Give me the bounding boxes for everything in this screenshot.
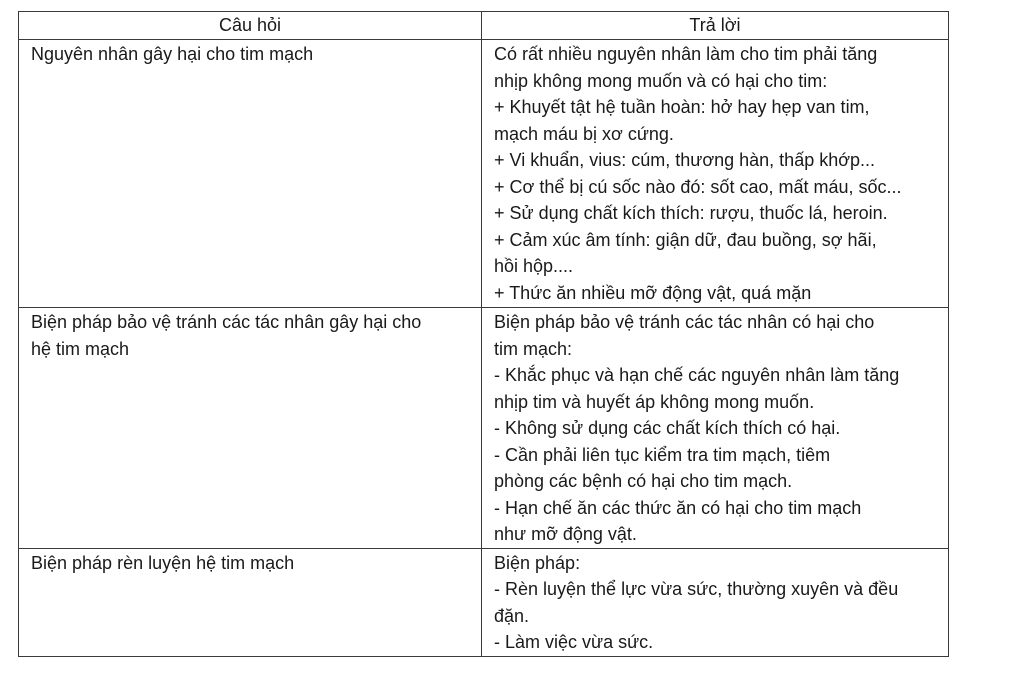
answer-line: - Rèn luyện thể lực vừa sức, thường xuyên và đều	[494, 579, 899, 599]
answer-line: tim mạch:	[494, 338, 573, 359]
answer-line: hồi hộp....	[494, 256, 574, 276]
header-answer: Trả lời	[482, 12, 949, 40]
answer-line: - Hạn chế ăn các thức ăn có hại cho tim mạch	[494, 497, 862, 518]
answer-line: - Cần phải liên tục kiểm tra tim mạch, tiêm	[494, 444, 831, 465]
answer-line: mạch máu bị xơ cứng.	[494, 123, 674, 144]
question-cell	[19, 548, 482, 656]
answer-line: + Cơ thể bị cú sốc nào đó: sốt cao, mất máu, sốc...	[494, 176, 902, 197]
table-row	[19, 40, 949, 308]
answer-cell	[482, 548, 949, 656]
answer-line: - Làm việc vừa sức.	[494, 632, 654, 652]
answer-cell	[482, 40, 949, 308]
answer-line: Có rất nhiều nguyên nhân làm cho tim phải tăng	[494, 44, 878, 64]
answer-line: phòng các bệnh có hại cho tim mạch.	[494, 471, 793, 491]
qa-table	[18, 11, 949, 657]
answer-line: nhịp không mong muốn và có hại cho tim:	[494, 70, 828, 91]
question-line: Biện pháp rèn luyện hệ tim mạch	[31, 552, 295, 573]
question-line: Biện pháp bảo vệ tránh các tác nhân gây hại cho	[31, 312, 422, 332]
answer-line: nhịp tim và huyết áp không mong muốn.	[494, 391, 815, 412]
answer-line: + Thức ăn nhiều mỡ động vật, quá mặn	[494, 282, 812, 303]
answer-cell	[482, 308, 949, 549]
answer-line: + Cảm xúc âm tính: giận dữ, đau buồng, sợ hãi,	[494, 229, 877, 250]
question-cell	[19, 308, 482, 549]
answer-line: như mỡ động vật.	[494, 524, 637, 544]
answer-line: Biện pháp:	[494, 552, 581, 573]
table-header-row	[19, 12, 949, 40]
answer-line: - Khắc phục và hạn chế các nguyên nhân làm tăng	[494, 365, 900, 385]
answer-line: + Sử dụng chất kích thích: rượu, thuốc lá, heroin.	[494, 203, 888, 223]
answer-line: - Không sử dụng các chất kích thích có hại.	[494, 418, 841, 438]
answer-line: + Khuyết tật hệ tuần hoàn: hở hay hẹp van tim,	[494, 97, 870, 117]
header-question: Câu hỏi	[19, 12, 482, 40]
table-row	[19, 548, 949, 656]
question-line: hệ tim mạch	[31, 338, 130, 359]
answer-line: + Vi khuẩn, vius: cúm, thương hàn, thấp khớp...	[494, 150, 876, 170]
question-line: Nguyên nhân gây hại cho tim mạch	[31, 44, 314, 64]
question-cell	[19, 40, 482, 308]
table-row	[19, 308, 949, 549]
answer-line: đặn.	[494, 605, 530, 626]
answer-line: Biện pháp bảo vệ tránh các tác nhân có hại cho	[494, 312, 875, 332]
